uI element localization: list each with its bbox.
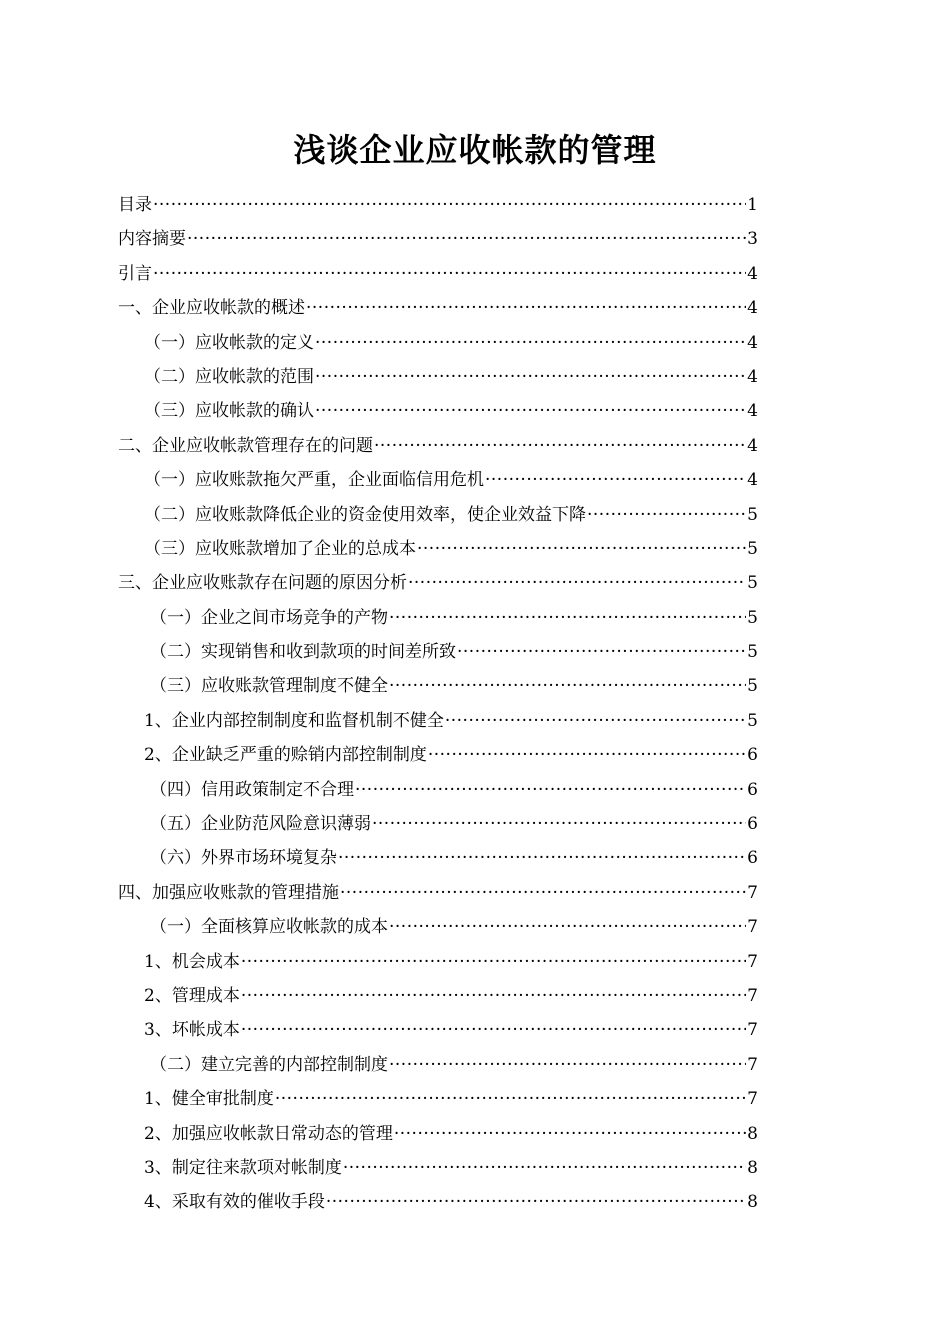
toc-entry-label: 2、管理成本 [144,985,240,1006]
toc-entry-label: 4、采取有效的催收手段 [144,1192,325,1213]
toc-dot-leader [187,222,746,256]
toc-entry-page-number: 6 [747,814,758,835]
toc-entry-label: （三）应收账款增加了企业的总成本 [144,538,416,559]
toc-entry-page-number: 5 [747,504,758,525]
toc-dot-leader [355,773,746,807]
toc-entry-label: 1、机会成本 [144,951,240,972]
toc-entry[interactable] [118,773,758,807]
toc-entry[interactable] [118,257,758,291]
toc-dot-leader [153,188,746,222]
toc-dot-leader [343,1151,746,1185]
toc-dot-leader [374,429,746,463]
toc-entry-page-number: 7 [747,1020,758,1041]
toc-dot-leader [372,807,746,841]
toc-entry-label: （三）应收帐款的确认 [144,401,314,422]
toc-dot-leader [394,1117,746,1151]
toc-entry[interactable] [118,1117,758,1151]
toc-dot-leader [241,1013,746,1047]
toc-entry-page-number: 6 [747,779,758,800]
toc-dot-leader [241,979,746,1013]
toc-entry[interactable] [118,222,758,256]
toc-entry-label: （二）应收帐款的范围 [144,366,314,387]
toc-entry[interactable] [118,1082,758,1116]
toc-dot-leader [408,566,746,600]
toc-dot-leader [315,326,746,360]
toc-entry-page-number: 7 [747,985,758,1006]
toc-entry-label: 内容摘要 [118,229,186,250]
toc-entry-label: （四）信用政策制定不合理 [150,779,354,800]
toc-entry-page-number: 7 [747,1054,758,1075]
toc-entry-page-number: 7 [747,882,758,903]
toc-entry-label: （二）实现销售和收到款项的时间差所致 [150,642,456,663]
toc-dot-leader [340,876,746,910]
toc-entry[interactable] [118,326,758,360]
toc-entry-page-number: 5 [747,676,758,697]
toc-entry-page-number: 8 [747,1192,758,1213]
toc-entry-label: （一）应收帐款的定义 [144,332,314,353]
toc-entry[interactable] [118,1013,758,1047]
toc-entry-page-number: 5 [747,642,758,663]
toc-dot-leader [275,1082,746,1116]
toc-entry-label: （六）外界市场环境复杂 [150,848,337,869]
toc-entry[interactable] [118,566,758,600]
toc-entry[interactable] [118,1048,758,1082]
toc-entry-page-number: 7 [747,951,758,972]
toc-entry-label: 引言 [118,263,152,284]
toc-entry-page-number: 4 [747,470,758,491]
toc-entry[interactable] [118,669,758,703]
toc-entry[interactable] [118,704,758,738]
toc-entry[interactable] [118,394,758,428]
toc-dot-leader [389,1048,746,1082]
toc-entry-page-number: 5 [747,538,758,559]
toc-entry-page-number: 7 [747,917,758,938]
toc-entry[interactable] [118,841,758,875]
toc-entry-page-number: 4 [747,366,758,387]
toc-entry[interactable] [118,1151,758,1185]
toc-entry-label: 目录 [118,195,152,215]
toc-dot-leader [587,498,746,532]
toc-entry-label: 四、加强应收账款的管理措施 [118,882,339,903]
toc-dot-leader [417,532,746,566]
toc-entry-label: （一）应收账款拖欠严重，企业面临信用危机 [144,470,484,491]
table-of-contents [118,188,758,1220]
toc-entry[interactable] [118,635,758,669]
toc-dot-leader [445,704,746,738]
toc-entry[interactable] [118,945,758,979]
toc-entry-page-number: 1 [747,195,758,215]
toc-dot-leader [389,669,746,703]
toc-entry-page-number: 4 [747,332,758,353]
toc-entry[interactable] [118,738,758,772]
toc-entry[interactable] [118,910,758,944]
toc-entry-page-number: 7 [747,1089,758,1110]
toc-entry-label: 1、企业内部控制制度和监督机制不健全 [144,710,444,731]
toc-entry[interactable] [118,876,758,910]
toc-entry-label: 2、加强应收帐款日常动态的管理 [144,1123,393,1144]
toc-entry[interactable] [118,429,758,463]
toc-entry-label: （一）企业之间市场竞争的产物 [150,607,388,628]
toc-entry-page-number: 8 [747,1123,758,1144]
toc-entry-label: （二）建立完善的内部控制制度 [150,1054,388,1075]
toc-entry-page-number: 4 [747,263,758,284]
toc-dot-leader [153,257,746,291]
toc-entry-page-number: 3 [747,229,758,250]
toc-entry-page-number: 5 [747,573,758,594]
toc-dot-leader [326,1185,746,1219]
toc-entry-page-number: 6 [747,745,758,766]
toc-entry[interactable] [118,498,758,532]
toc-dot-leader [389,910,746,944]
toc-entry-page-number: 4 [747,298,758,319]
toc-entry[interactable] [118,601,758,635]
toc-dot-leader [485,463,746,497]
toc-dot-leader [338,841,746,875]
toc-entry[interactable] [118,979,758,1013]
toc-entry-page-number: 8 [747,1157,758,1178]
toc-dot-leader [315,360,746,394]
toc-entry-page-number: 5 [747,607,758,628]
toc-entry[interactable] [118,463,758,497]
toc-entry-label: 2、企业缺乏严重的赊销内部控制制度 [144,745,427,766]
toc-entry-label: 一、企业应收帐款的概述 [118,298,305,319]
toc-entry-label: （一）全面核算应收帐款的成本 [150,917,388,938]
document-title: 浅谈企业应收帐款的管理 [293,131,657,169]
toc-dot-leader [428,738,746,772]
toc-dot-leader [389,601,746,635]
toc-dot-leader [457,635,746,669]
toc-dot-leader [315,394,746,428]
toc-entry-label: 3、制定往来款项对帐制度 [144,1157,342,1178]
toc-entry[interactable] [118,1185,758,1219]
toc-entry[interactable] [118,188,758,222]
toc-dot-leader [241,945,746,979]
toc-entry[interactable] [118,360,758,394]
toc-entry-page-number: 4 [747,401,758,422]
toc-entry-label: （三）应收账款管理制度不健全 [150,676,388,697]
toc-entry-label: （五）企业防范风险意识薄弱 [150,814,371,835]
toc-entry-page-number: 4 [747,435,758,456]
toc-entry[interactable] [118,532,758,566]
toc-entry-label: 3、坏帐成本 [144,1020,240,1041]
toc-entry-label: 三、企业应收账款存在问题的原因分析 [118,573,407,594]
toc-entry-page-number: 5 [747,710,758,731]
toc-entry[interactable] [118,291,758,325]
toc-entry-label: 二、企业应收帐款管理存在的问题 [118,435,373,456]
toc-entry-label: 1、健全审批制度 [144,1089,274,1110]
toc-dot-leader [306,291,746,325]
toc-entry[interactable] [118,807,758,841]
toc-entry-label: （二）应收账款降低企业的资金使用效率，使企业效益下降 [144,504,586,525]
toc-entry-page-number: 6 [747,848,758,869]
